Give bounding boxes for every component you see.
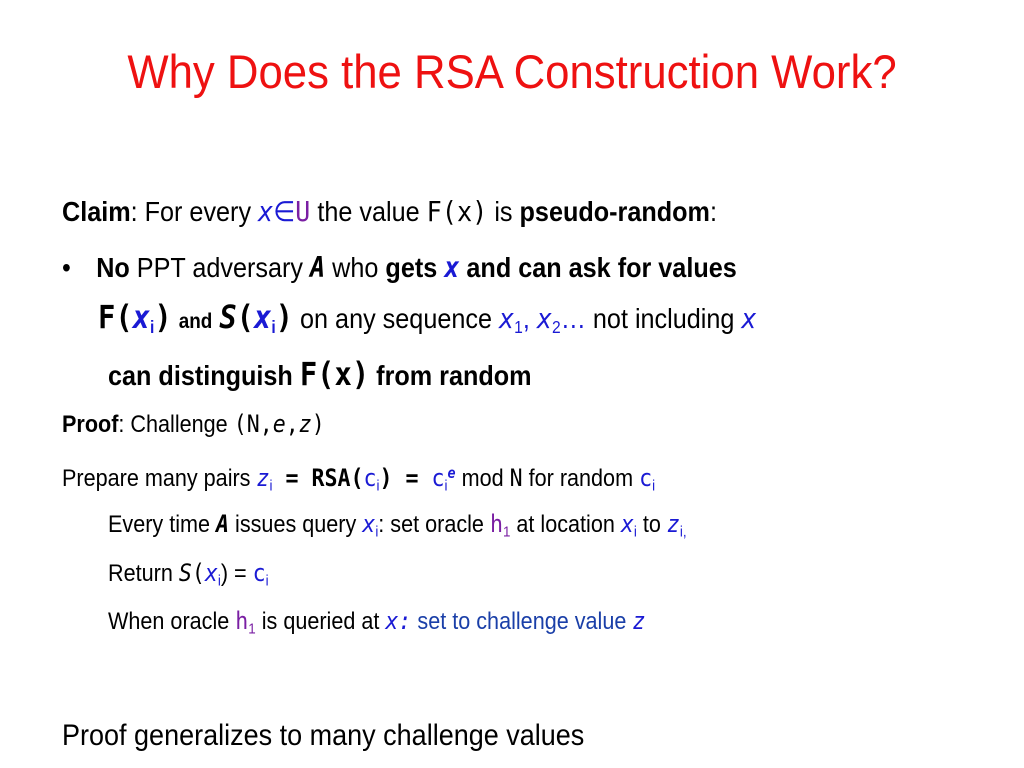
element-of-symbol: ∈ xyxy=(273,196,296,227)
claim-label: Claim xyxy=(62,196,131,227)
bullet-text-2: who xyxy=(325,252,386,283)
S-arg-x: x xyxy=(253,298,272,336)
bullet-x: x xyxy=(444,251,460,284)
bullet-text-4: on any sequence xyxy=(293,303,499,334)
tuple-close: ) xyxy=(311,410,325,438)
claim-pseudo-random: pseudo-random xyxy=(519,196,710,227)
S-name: S xyxy=(219,298,237,336)
every-z-sub: i, xyxy=(679,524,687,541)
every-x1-sub: i xyxy=(375,524,379,541)
bullet-marker: • xyxy=(62,252,71,283)
when-x: x: xyxy=(385,607,412,635)
bullet-and: and xyxy=(178,310,213,333)
claim-Fx: F(x) xyxy=(426,195,488,228)
return-text-1: Return xyxy=(108,560,179,587)
prepare-line xyxy=(62,456,655,504)
tuple-mid: , xyxy=(285,410,299,438)
every-text-5: to xyxy=(636,511,667,538)
bullet-line-2 xyxy=(98,297,757,347)
from-random: from random xyxy=(369,360,532,391)
S-open: ( xyxy=(236,298,254,336)
when-z: z xyxy=(632,607,646,635)
every-A: A xyxy=(216,510,230,538)
claim-line xyxy=(62,192,717,232)
can-distinguish: can distinguish xyxy=(108,360,300,391)
when-text-3: set to challenge value xyxy=(411,608,633,635)
claim-text-1: : For every xyxy=(130,196,259,227)
claim-text-3: is xyxy=(487,196,520,227)
seq-sub-2: 2 xyxy=(552,317,561,338)
prepare-c2-sub: i xyxy=(444,478,448,495)
seq-dots: … xyxy=(560,303,586,334)
return-line xyxy=(108,556,269,598)
when-oracle-line xyxy=(108,604,645,646)
every-time-line xyxy=(108,507,687,549)
F-open: F( xyxy=(98,298,133,336)
S-arg-sub: i xyxy=(271,317,276,338)
return-x-sub: i xyxy=(217,573,221,590)
every-h: h xyxy=(489,510,503,538)
return-c: c xyxy=(252,559,266,587)
bullet-no: No xyxy=(96,252,130,283)
return-S: S xyxy=(178,559,192,587)
when-h: h xyxy=(235,607,249,635)
seq-x1: x xyxy=(498,302,515,335)
bullet-text-1: PPT adversary xyxy=(129,252,311,283)
every-text-4: at location xyxy=(510,511,621,538)
seq-sub-1: 1 xyxy=(514,317,523,338)
proof-text-1: : Challenge xyxy=(118,411,234,438)
distinguish-Fx: F(x) xyxy=(299,355,370,393)
return-text-2: ) = xyxy=(220,560,253,587)
every-text-1: Every time xyxy=(108,511,217,538)
prepare-eq-2: ) = xyxy=(379,464,432,493)
prepare-c1-sub: i xyxy=(376,478,380,495)
every-x2-sub: i xyxy=(633,524,637,541)
S-close: ) xyxy=(275,298,294,336)
prepare-exp-e: e xyxy=(447,464,456,482)
every-z: z xyxy=(666,510,680,538)
F-arg-x: x xyxy=(132,298,151,336)
claim-x: x xyxy=(258,195,274,228)
tuple-e: e xyxy=(272,410,286,438)
prepare-c3-sub: i xyxy=(652,478,656,495)
prepare-z: z xyxy=(256,464,270,493)
return-open: ( xyxy=(191,559,205,587)
F-arg-sub: i xyxy=(150,317,155,338)
prepare-text-3: for random xyxy=(522,465,640,493)
claim-text-2: the value xyxy=(310,196,427,227)
adversary-A: A xyxy=(310,251,326,284)
bullet-text-5: not including xyxy=(585,303,742,334)
generalization-note: Proof generalizes to many challenge values xyxy=(62,719,585,752)
tuple-z: z xyxy=(298,410,312,438)
bullet-line-3 xyxy=(108,354,532,396)
prepare-c1: c xyxy=(363,464,377,493)
when-h-sub: 1 xyxy=(248,621,256,638)
return-x: x xyxy=(204,559,218,587)
return-c-sub: i xyxy=(265,573,269,590)
every-text-2: issues query xyxy=(229,511,363,538)
prepare-text-2: mod xyxy=(455,465,510,493)
prepare-c2: c xyxy=(431,464,445,493)
every-text-3: : set oracle xyxy=(378,511,490,538)
proof-line xyxy=(62,407,325,442)
when-text-1: When oracle xyxy=(108,608,236,635)
bullet-x-last: x xyxy=(741,302,757,335)
tuple-open: (N, xyxy=(233,410,273,438)
seq-x2: x xyxy=(536,302,553,335)
bullet-line-1 xyxy=(62,248,737,288)
prepare-eq-1: = RSA( xyxy=(272,464,364,493)
bullet-text-3: and can ask for values xyxy=(459,252,737,283)
F-close: ) xyxy=(154,298,172,336)
every-h-sub: 1 xyxy=(502,524,511,541)
claim-U: U xyxy=(295,195,311,228)
prepare-text-1: Prepare many pairs xyxy=(62,465,257,493)
when-text-2: is queried at xyxy=(255,608,386,635)
slide-title: Why Does the RSA Construction Work? xyxy=(127,45,897,98)
every-x1: x xyxy=(362,510,376,538)
seq-comma: , xyxy=(522,303,537,334)
proof-label: Proof xyxy=(62,411,119,438)
bullet-gets: gets xyxy=(385,252,438,283)
claim-text-4: : xyxy=(709,196,717,227)
prepare-N: N xyxy=(509,464,523,493)
every-x2: x xyxy=(620,510,634,538)
prepare-c3: c xyxy=(639,464,653,493)
prepare-z-sub: i xyxy=(269,478,273,495)
